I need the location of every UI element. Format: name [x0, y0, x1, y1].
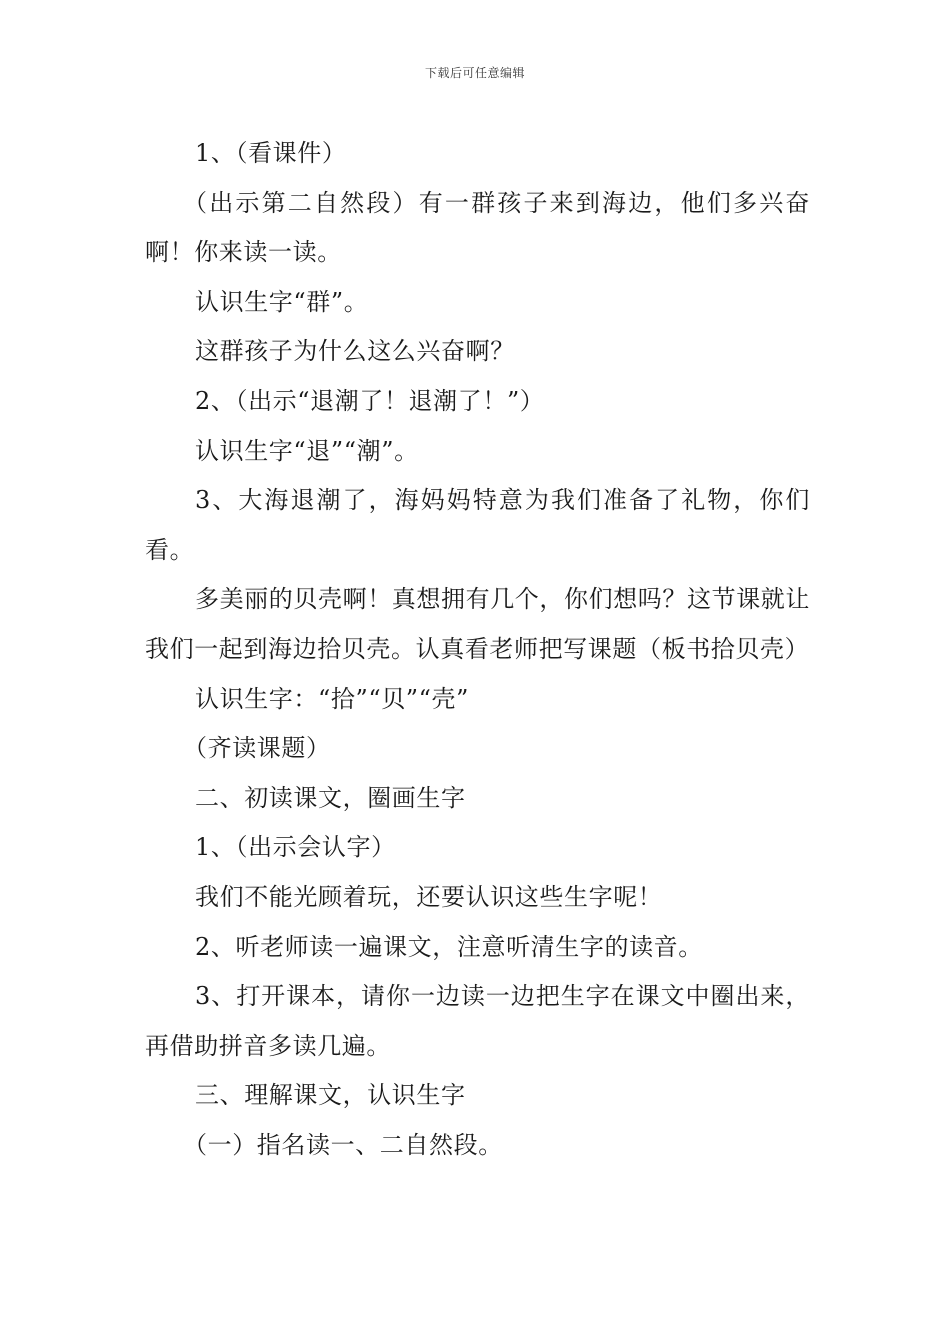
paragraph: 这群孩子为什么这么兴奋啊？: [195, 337, 515, 366]
page-header: 下载后可任意编辑: [424, 66, 525, 80]
paragraph: （齐读课题）: [183, 734, 331, 763]
paragraph: 认识生字“退”“潮”。: [195, 436, 419, 465]
paragraph: 多美丽的贝壳啊！真想拥有几个，你们想吗？这节课就让我们一起到海边拾贝壳。认真看老师把写课题（板书拾贝壳）: [145, 585, 810, 663]
paragraph: 1、（出示会认字）: [195, 833, 396, 862]
paragraph: 2、（出示“退潮了！退潮了！”）: [195, 386, 545, 415]
paragraph: 认识生字：“拾”“贝”“壳”: [195, 684, 470, 713]
paragraph: 3、大海退潮了，海妈妈特意为我们准备了礼物，你们看。: [145, 486, 810, 564]
paragraph: 三、理解课文，认识生字: [195, 1081, 466, 1110]
paragraph: （一）指名读一、二自然段。: [183, 1130, 503, 1159]
document-body: [145, 129, 810, 1170]
paragraph: 二、初读课文，圈画生字: [195, 783, 466, 812]
paragraph: 我们不能光顾着玩，还要认识这些生字呢！: [195, 882, 663, 911]
paragraph: 认识生字“群”。: [195, 287, 369, 316]
paragraph: （出示第二自然段）有一群孩子来到海边，他们多兴奋啊！你来读一读。: [145, 188, 810, 267]
paragraph: 3、打开课本，请你一边读一边把生字在课文中圈出来，再借助拼音多读几遍。: [145, 982, 810, 1060]
paragraph: 1、（看课件）: [195, 139, 347, 167]
paragraph: 2、听老师读一遍课文，注意听清生字的读音。: [195, 932, 703, 961]
